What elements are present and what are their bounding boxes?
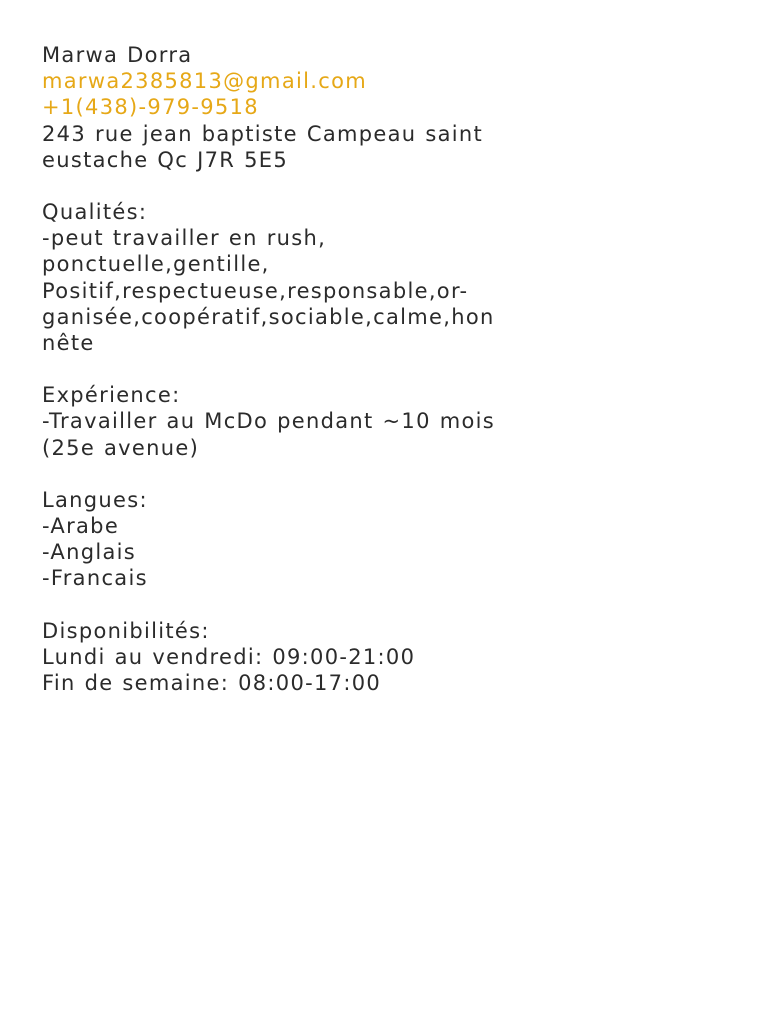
disponibilites-line: Fin de semaine: 08:00-17:00 xyxy=(42,671,382,696)
disponibilites-line: Lundi au vendredi: 09:00-21:00 xyxy=(42,644,416,669)
note-body[interactable] xyxy=(42,42,732,696)
experience-line: (25e avenue) xyxy=(42,435,200,460)
qualites-line: Positif,respectueuse,responsable,or- xyxy=(42,278,469,303)
qualites-line: nête xyxy=(42,331,95,356)
spacer xyxy=(42,592,732,618)
qualites-line: ponctuelle,gentille, xyxy=(42,252,270,277)
langues-heading: Langues: xyxy=(42,487,148,512)
disponibilites-heading: Disponibilités: xyxy=(42,618,210,643)
qualites-line: ganisée,coopératif,sociable,calme,hon xyxy=(42,304,495,329)
contact-name: Marwa Dorra xyxy=(42,43,193,67)
langue-item: -Francais xyxy=(42,566,148,591)
experience-heading: Expérience: xyxy=(42,383,181,408)
langue-item: -Anglais xyxy=(42,540,136,565)
spacer xyxy=(42,173,732,199)
experience-line: -Travailler au McDo pendant ~10 mois xyxy=(42,409,495,434)
qualites-line: -peut travailler en rush, xyxy=(42,226,327,251)
qualites-heading: Qualités: xyxy=(42,200,148,225)
address-line-1: 243 rue jean baptiste Campeau saint xyxy=(42,121,484,146)
spacer xyxy=(42,461,732,487)
spacer xyxy=(42,356,732,382)
langue-item: -Arabe xyxy=(42,514,120,539)
phone-link[interactable]: +1(438)-979-9518 xyxy=(42,95,259,120)
email-link[interactable]: marwa2385813@gmail.com xyxy=(42,69,367,94)
address-line-2: eustache Qc J7R 5E5 xyxy=(42,147,288,172)
